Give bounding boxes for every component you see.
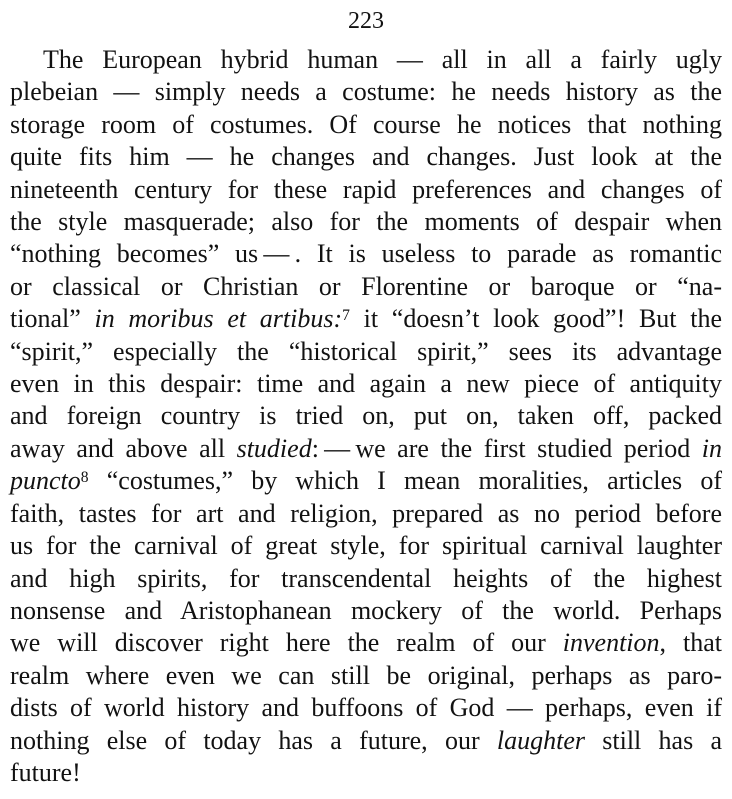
text-line xyxy=(10,109,722,141)
text-segment: and foreign country is tried on, put on, taken off, packed xyxy=(10,401,722,431)
text-segment: away and above all xyxy=(10,433,237,463)
text-line xyxy=(10,336,722,368)
text-line xyxy=(10,498,722,530)
text-segment: nonsense and Aristophanean mockery of the world. Perhaps xyxy=(10,595,722,625)
text-line xyxy=(10,595,722,627)
italic-text-segment: invention xyxy=(562,628,660,658)
text-segment: the style masquerade; also for the moments of despair when xyxy=(10,207,722,237)
text-segment: it “doesn’t look good”! But the xyxy=(349,304,722,334)
text-segment: , that xyxy=(659,628,722,658)
italic-text-segment: in xyxy=(701,433,722,463)
text-line xyxy=(10,271,722,303)
text-segment: “nothing becomes” us — . It is useless to parade as romantic xyxy=(10,239,722,269)
text-segment: The European hybrid human — all in all a fairly ugly xyxy=(43,45,722,74)
text-line xyxy=(10,303,722,335)
text-line xyxy=(10,368,722,400)
text-line xyxy=(10,530,722,562)
text-segment: and high spirits, for transcendental heights of the highest xyxy=(10,563,722,593)
italic-text-segment: laughter xyxy=(496,725,585,755)
text-line xyxy=(10,725,722,757)
text-segment: plebeian — simply needs a costume: he needs history as the xyxy=(10,77,722,107)
text-line xyxy=(10,400,722,432)
text-segment: dists of world history and buffoons of God — perhaps, even if xyxy=(10,693,722,723)
text-segment: still has a xyxy=(584,725,722,755)
text-line xyxy=(10,44,722,76)
text-segment: future! xyxy=(10,757,81,787)
text-segment: quite fits him — he changes and changes. Just look at the xyxy=(10,142,722,172)
text-segment: : — we are the first studied period xyxy=(311,433,702,463)
text-line xyxy=(10,238,722,270)
text-line xyxy=(10,174,722,206)
footnote-marker: 8 xyxy=(80,468,89,486)
text-segment: even in this despair: time and again a new piece of antiquity xyxy=(10,369,722,399)
text-line xyxy=(10,692,722,724)
text-line xyxy=(10,660,722,692)
text-segment: nineteenth century for these rapid preferences and changes of xyxy=(10,174,722,204)
italic-text-segment: in moribus et artibus: xyxy=(94,304,343,334)
body-paragraph xyxy=(10,44,722,789)
footnote-marker: 7 xyxy=(342,306,350,324)
text-line xyxy=(10,433,722,465)
text-segment: “spirit,” especially the “historical spirit,” sees its advantage xyxy=(10,336,722,366)
text-segment: or classical or Christian or Florentine or baroque or “na- xyxy=(10,271,722,301)
text-segment: “costumes,” by which I mean moralities, articles of xyxy=(88,466,722,496)
text-segment: tional” xyxy=(10,304,95,334)
text-segment: faith, tastes for art and religion, prepared as no period before xyxy=(10,498,722,528)
text-line xyxy=(10,757,722,789)
text-line xyxy=(10,141,722,173)
italic-text-segment: puncto xyxy=(10,466,81,496)
italic-text-segment: studied xyxy=(236,433,312,463)
text-segment: us for the carnival of great style, for spiritual carnival laughter xyxy=(10,531,722,561)
text-segment: storage room of costumes. Of course he notices that nothing xyxy=(10,109,722,139)
page-number: 223 xyxy=(348,8,384,34)
text-line xyxy=(10,563,722,595)
text-segment: we will discover right here the realm of our xyxy=(10,628,563,658)
text-segment: realm where even we can still be original, perhaps as paro- xyxy=(10,660,722,690)
text-line xyxy=(10,465,722,497)
text-line xyxy=(10,206,722,238)
text-line xyxy=(10,627,722,659)
text-line xyxy=(10,76,722,108)
text-segment: nothing else of today has a future, our xyxy=(10,725,497,755)
